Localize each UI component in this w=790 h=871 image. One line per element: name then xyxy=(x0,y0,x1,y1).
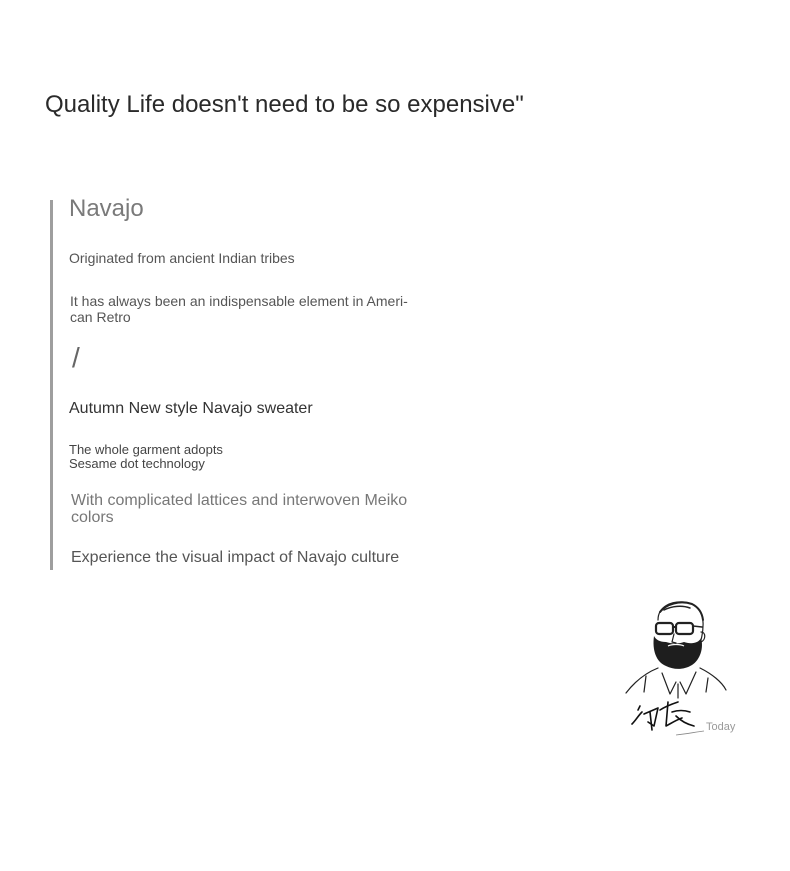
culture-text: Experience the visual impact of Navajo culture xyxy=(71,549,400,566)
garment-line-1: The whole garment adopts xyxy=(69,442,223,457)
garment-text xyxy=(69,443,269,471)
origin-text: Originated from ancient Indian tribes xyxy=(69,250,295,266)
brand-title: Navajo xyxy=(69,195,144,222)
retro-line-1: It has always been an indispensable element in Ameri- xyxy=(70,293,408,309)
retro-line-2: can Retro xyxy=(70,309,131,325)
section-divider: / xyxy=(72,342,80,373)
lattice-line-1: With complicated lattices and interwoven Meiko xyxy=(71,492,408,509)
portrait-sketch-icon xyxy=(624,598,734,738)
lattice-line-2: colors xyxy=(71,509,114,526)
page-headline: Quality Life doesn't need to be so expensive" xyxy=(45,91,524,118)
retro-text xyxy=(70,293,435,325)
article-block xyxy=(50,195,453,570)
date-label: Today xyxy=(706,721,736,733)
product-title: Autumn New style Navajo sweater xyxy=(69,400,313,417)
lattice-text xyxy=(71,492,421,526)
garment-line-2: Sesame dot technology xyxy=(69,456,205,471)
